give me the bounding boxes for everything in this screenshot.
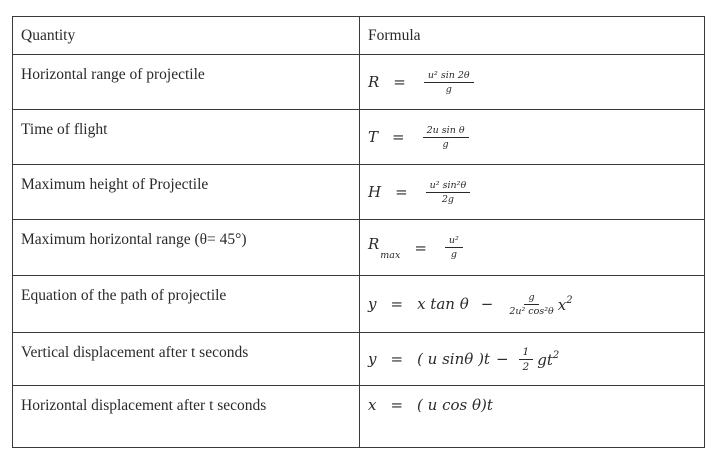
fraction-denominator: g [445,83,452,95]
formula-cell [360,386,705,448]
formula-cell [360,165,705,220]
table-row [13,55,705,110]
fraction-numerator: g [524,292,538,305]
formula [368,292,573,317]
fraction [445,235,463,260]
fraction-denominator: g [442,138,449,150]
table-row [13,276,705,333]
formula-term: x tan θ [417,295,469,313]
quantity-label: Equation of the path of projectile [21,287,227,304]
formula-cell [360,55,705,110]
formula [368,70,478,95]
formula-table [12,16,705,448]
header-formula: Formula [368,27,421,44]
fraction-numerator: u² sin²θ [426,180,471,193]
formula-lhs: T [368,128,379,146]
quantity-cell [13,276,360,333]
equals-sign: = [393,73,406,91]
table-row [13,333,705,386]
fraction [509,292,553,317]
quantity-label: Horizontal range of projectile [21,66,205,83]
formula [368,235,467,261]
formula-lhs: R [368,73,380,91]
equals-sign: = [390,295,404,313]
formula-cell [360,276,705,333]
formula-lhs [368,235,400,261]
formula-lhs: y [368,350,377,368]
formula [368,125,473,150]
quantity-label: Maximum height of Projectile [21,176,209,193]
formula-term-base: x [557,295,567,314]
header-quantity-cell [13,17,360,55]
formula-term-exponent: 2 [566,294,573,306]
formula-lhs: x [368,396,377,414]
formula-lhs: y [368,295,377,313]
fraction-denominator: 2 [522,360,530,373]
formula-term [537,350,559,369]
fraction-numerator: u² [445,235,463,248]
quantity-label: Vertical displacement after t seconds [21,344,249,361]
equals-sign: = [414,238,427,257]
table-row [13,386,705,448]
header-formula-cell [360,17,705,55]
quantity-cell [13,386,360,448]
fraction [519,346,534,373]
table-row [13,220,705,276]
fraction-denominator: 2g [441,193,454,205]
minus-sign: − [480,295,494,313]
formula-term: ( u sinθ )t [417,350,490,368]
formula-cell [360,220,705,276]
quantity-label: Time of flight [21,121,108,138]
header-quantity: Quantity [21,27,76,44]
quantity-cell [13,333,360,386]
fraction [426,180,471,205]
table-row [13,110,705,165]
formula-lhs-subscript: max [380,249,401,261]
quantity-label: Horizontal displacement after t seconds [21,397,267,414]
equals-sign: = [395,183,408,201]
quantity-label: Maximum horizontal range (θ= 45°) [21,231,247,248]
fraction [424,70,474,95]
formula-lhs: H [368,183,382,201]
fraction [423,125,469,150]
formula-cell [360,333,705,386]
formula-term [558,295,573,314]
equals-sign: = [390,396,404,414]
formula-term: ( u cos θ)t [417,396,493,414]
minus-sign: − [495,350,509,368]
quantity-cell [13,165,360,220]
equals-sign: = [392,128,405,146]
formula-lhs-symbol: R [368,234,380,253]
fraction-numerator: 2u sin θ [423,125,469,138]
table-row [13,165,705,220]
fraction-denominator: 2u² cos²θ [509,305,554,317]
formula [368,180,474,205]
formula-cell [360,110,705,165]
equals-sign: = [390,350,404,368]
formula [368,346,559,373]
formula-term-base: gt [537,350,553,369]
formula-term-exponent: 2 [552,349,560,361]
quantity-cell [13,220,360,276]
formula [368,396,493,414]
table-header-row [13,17,705,55]
fraction-numerator: 1 [519,346,534,360]
quantity-cell [13,110,360,165]
fraction-numerator: u² sin 2θ [424,70,474,83]
fraction-denominator: g [450,249,457,260]
quantity-cell [13,55,360,110]
